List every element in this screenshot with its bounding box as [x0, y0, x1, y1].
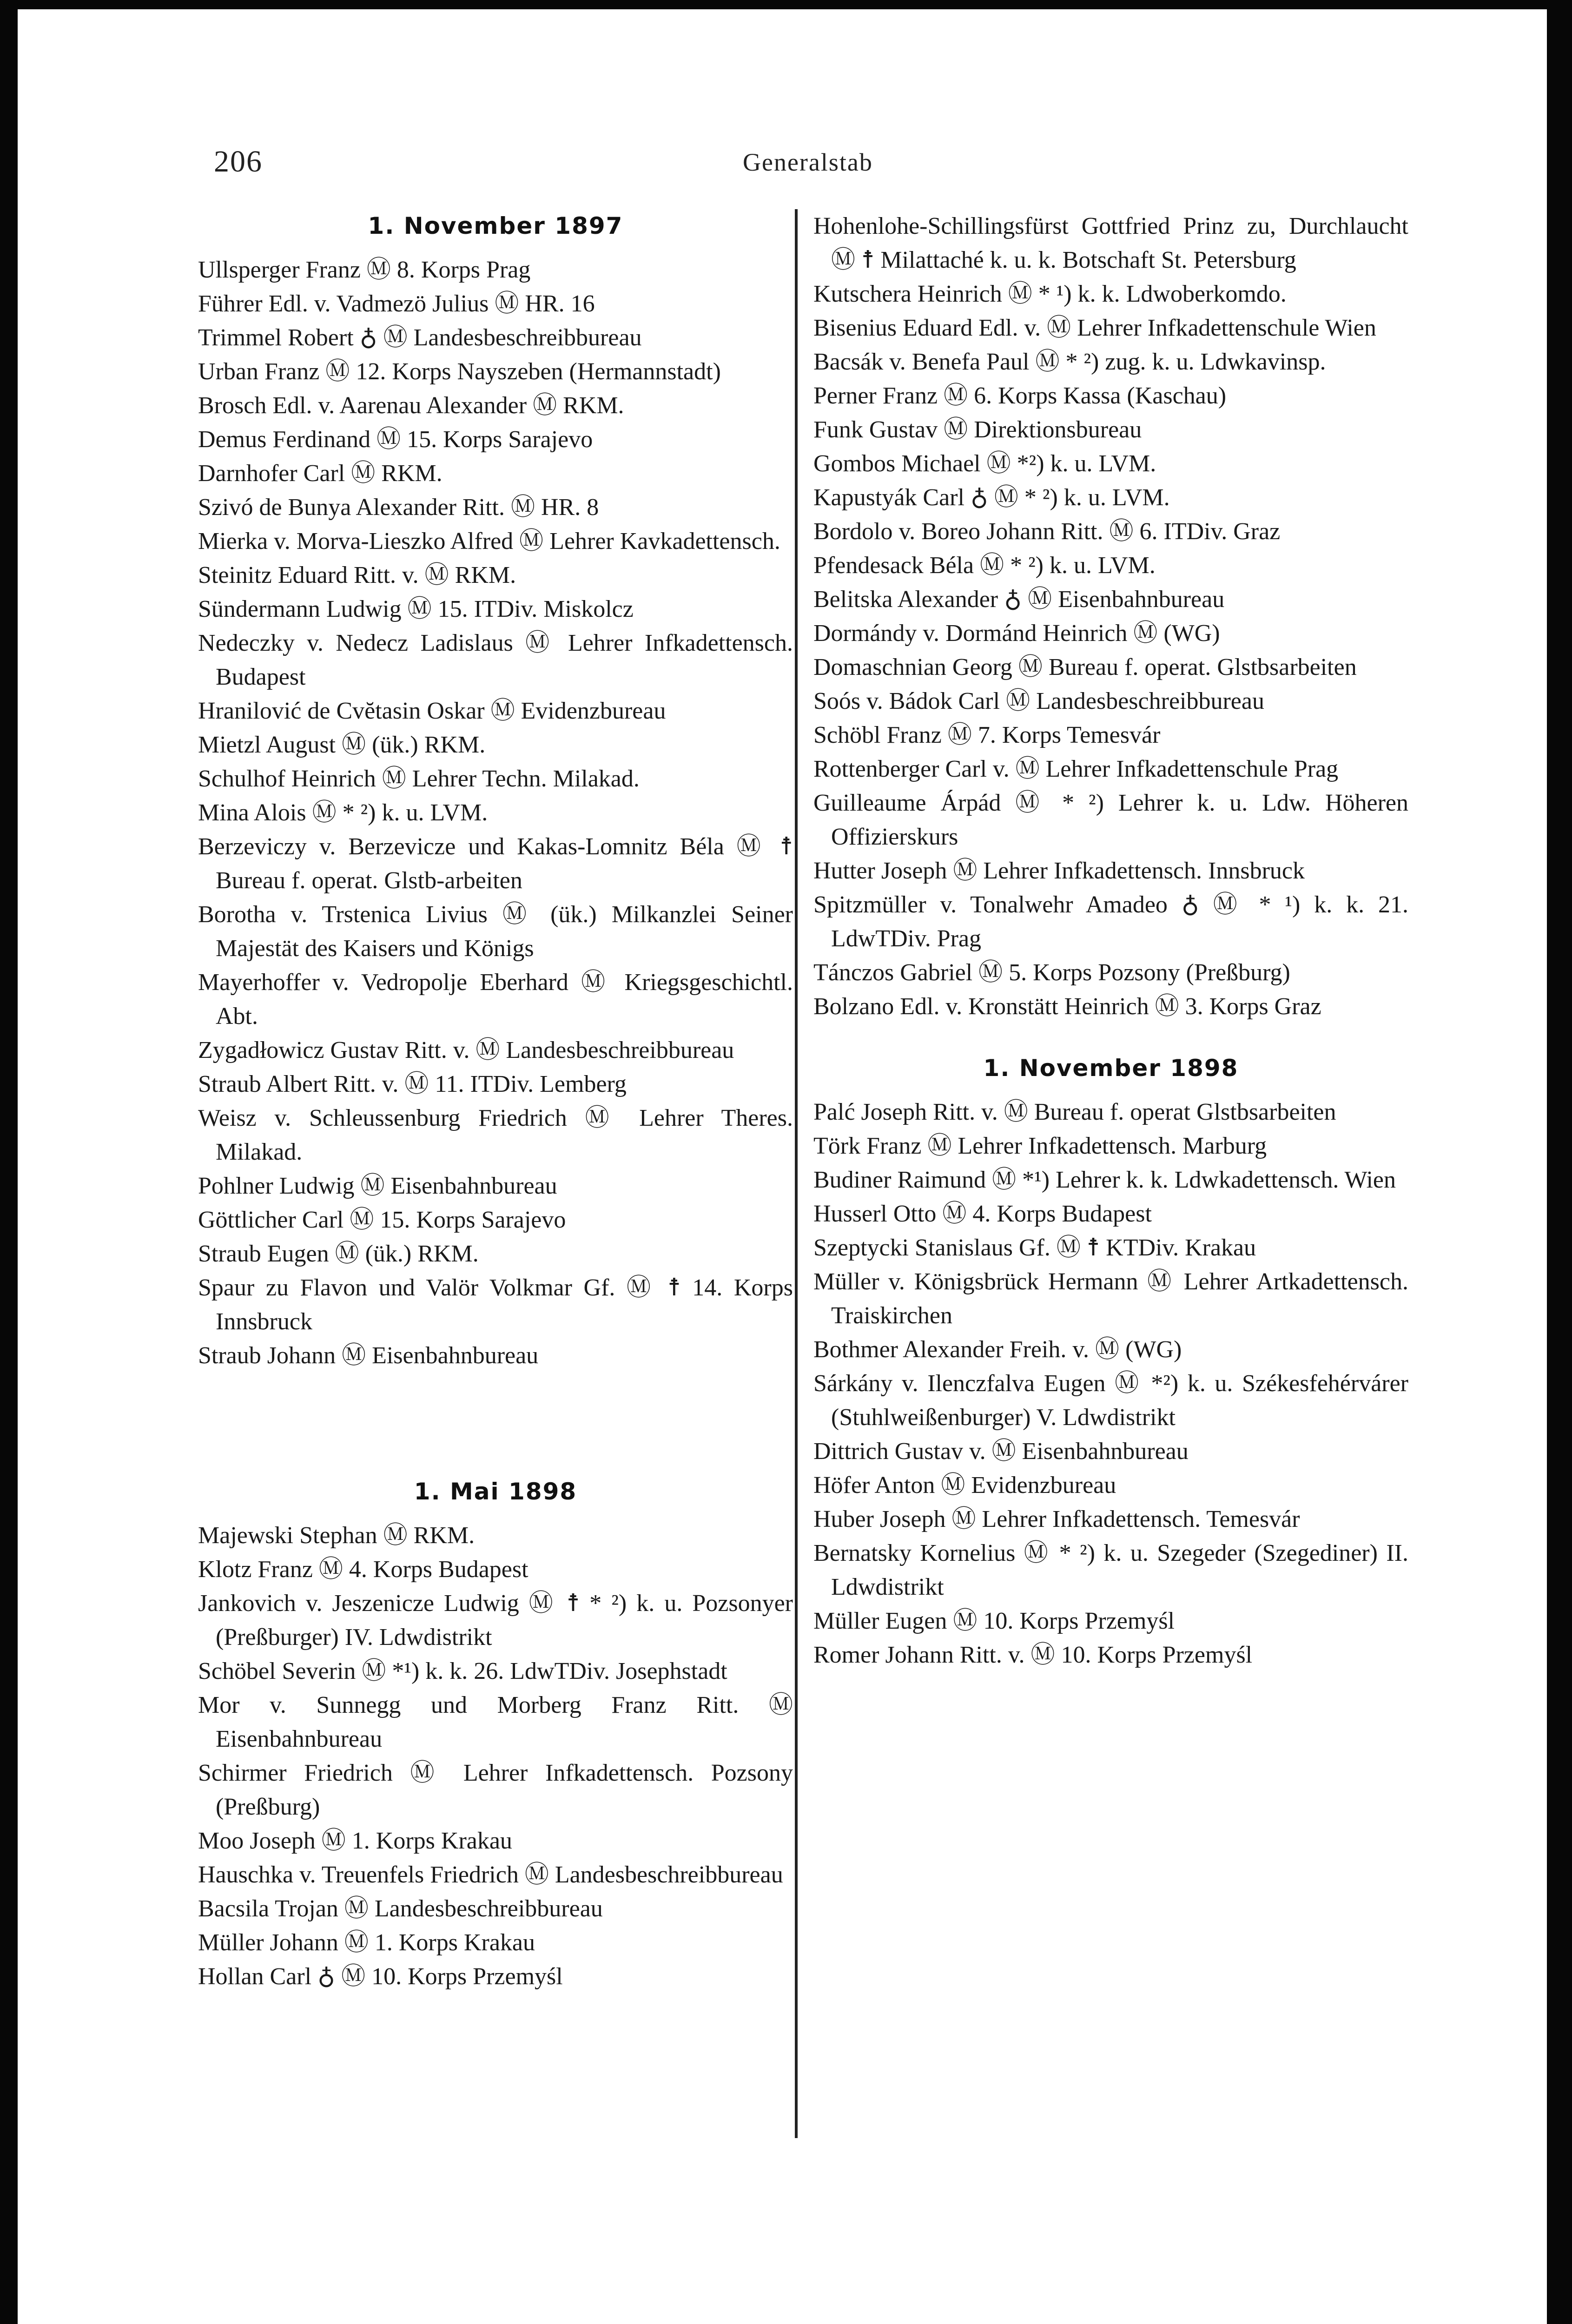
- entry: Mor v. Sunnegg und Morberg Franz Ritt. Ⓜ Eisenbahnbureau: [198, 1692, 793, 1752]
- entry: Palć Joseph Ritt. v. Ⓜ Bureau f. operat Glstbsarbeiten: [813, 1099, 1336, 1125]
- entry: Bernatsky Kornelius Ⓜ * ²) k. u. Szegeder (Szegediner) II. Ldwdistrikt: [813, 1540, 1408, 1600]
- entry: Husserl Otto Ⓜ 4. Korps Budapest: [813, 1201, 1152, 1227]
- entry: Trimmel Robert ♁ Ⓜ Landesbeschreibbureau: [198, 324, 642, 351]
- entry: Straub Eugen Ⓜ (ük.) RKM.: [198, 1241, 479, 1267]
- entry: Szeptycki Stanislaus Gf. Ⓜ ☨ KTDiv. Krakau: [813, 1235, 1256, 1261]
- entry: Perner Franz Ⓜ 6. Korps Kassa (Kaschau): [813, 383, 1227, 409]
- entry: Zygadłowicz Gustav Ritt. v. Ⓜ Landesbeschreibbureau: [198, 1037, 734, 1063]
- section-title-nov-1897: 1. November 1897: [368, 212, 623, 239]
- entry: Budiner Raimund Ⓜ *¹) Lehrer k. k. Ldwkadettensch. Wien: [813, 1167, 1396, 1193]
- entry: Funk Gustav Ⓜ Direktionsbureau: [813, 416, 1142, 443]
- entry: Romer Johann Ritt. v. Ⓜ 10. Korps Przemyśl: [813, 1642, 1253, 1668]
- entry: Urban Franz Ⓜ 12. Korps Nayszeben (Hermannstadt): [198, 358, 721, 385]
- entry: Gombos Michael Ⓜ *²) k. u. LVM.: [813, 450, 1156, 477]
- entry: Straub Albert Ritt. v. Ⓜ 11. ITDiv. Lemberg: [198, 1071, 627, 1097]
- entry: Soós v. Bádok Carl Ⓜ Landesbeschreibbureau: [813, 688, 1264, 714]
- entry: Kapustyák Carl ♁ Ⓜ * ²) k. u. LVM.: [813, 484, 1170, 511]
- entry: Nedeczky v. Nedecz Ladislaus Ⓜ Lehrer Infkadettensch. Budapest: [198, 630, 793, 690]
- entry: Mietzl August Ⓜ (ük.) RKM.: [198, 732, 486, 758]
- entry: Hutter Joseph Ⓜ Lehrer Infkadettensch. Innsbruck: [813, 858, 1305, 884]
- entry: Schöbel Severin Ⓜ *¹) k. k. 26. LdwTDiv. Josephstadt: [198, 1658, 727, 1684]
- section-title-nov-1898: 1. November 1898: [983, 1055, 1239, 1082]
- entry: Sündermann Ludwig Ⓜ 15. ITDiv. Miskolcz: [198, 596, 634, 622]
- document-page: [18, 9, 1547, 2324]
- entry: Darnhofer Carl Ⓜ RKM.: [198, 460, 443, 487]
- running-head: Generalstab: [743, 148, 873, 176]
- entry: Steinitz Eduard Ritt. v. Ⓜ RKM.: [198, 562, 516, 588]
- section-list-nov-1898: [813, 1095, 1408, 1672]
- entry: Müller Johann Ⓜ 1. Korps Krakau: [198, 1929, 535, 1956]
- entry: Sárkány v. Ilenczfalva Eugen Ⓜ *²) k. u. Székesfehérvárer (Stuhlweißenburger) V. Ldwdistrikt: [813, 1370, 1408, 1431]
- entry: Szivó de Bunya Alexander Ritt. Ⓜ HR. 8: [198, 494, 599, 521]
- entry: Pohlner Ludwig Ⓜ Eisenbahnbureau: [198, 1173, 557, 1199]
- entry: Hohenlohe-Schillingsfürst Gottfried Prinz zu, Durchlaucht Ⓜ ☨ Milattaché k. u. k. Botschaft St. Petersburg: [813, 213, 1408, 273]
- page-number: 206: [214, 145, 263, 178]
- entry: Schulhof Heinrich Ⓜ Lehrer Techn. Milakad.: [198, 766, 640, 792]
- entry: Borotha v. Trstenica Livius Ⓜ (ük.) Milkanzlei Seiner Majestät des Kaisers und Königs: [198, 901, 793, 962]
- entry: Mina Alois Ⓜ * ²) k. u. LVM.: [198, 799, 488, 826]
- entry: Guilleaume Árpád Ⓜ * ²) Lehrer k. u. Ldw. Höheren Offizierskurs: [813, 790, 1408, 850]
- section-list-mai-1898: [198, 1519, 793, 1994]
- entry: Rottenberger Carl v. Ⓜ Lehrer Infkadettenschule Prag: [813, 756, 1339, 782]
- entry: Jankovich v. Jeszenicze Ludwig Ⓜ ☨ * ²) k. u. Pozsonyer (Preßburger) IV. Ldwdistrikt: [198, 1590, 793, 1651]
- entry: Weisz v. Schleussenburg Friedrich Ⓜ Lehrer Theres. Milakad.: [198, 1105, 793, 1165]
- section-title-mai-1898: 1. Mai 1898: [414, 1478, 577, 1505]
- section-list-nov-1897: [198, 253, 793, 1373]
- entry: Tánczos Gabriel Ⓜ 5. Korps Pozsony (Preßburg): [813, 959, 1290, 986]
- entry: Domaschnian Georg Ⓜ Bureau f. operat. Glstbsarbeiten: [813, 654, 1357, 680]
- entry: Berzeviczy v. Berzevicze und Kakas-Lomnitz Béla Ⓜ ☨ Bureau f. operat. Glstb-arbeiten: [198, 833, 793, 894]
- entry: Mayerhoffer v. Vedropolje Eberhard Ⓜ Kriegsgeschichtl. Abt.: [198, 969, 793, 1030]
- entry: Brosch Edl. v. Aarenau Alexander Ⓜ RKM.: [198, 392, 624, 419]
- section-gap: [198, 1373, 793, 1475]
- entry: Belitska Alexander ♁ Ⓜ Eisenbahnbureau: [813, 586, 1225, 613]
- entry: Dittrich Gustav v. Ⓜ Eisenbahnbureau: [813, 1438, 1189, 1465]
- entry: Pfendesack Béla Ⓜ * ²) k. u. LVM.: [813, 552, 1156, 579]
- entry: Führer Edl. v. Vadmezö Julius Ⓜ HR. 16: [198, 290, 595, 317]
- entry: Spaur zu Flavon und Valör Volkmar Gf. Ⓜ ☨ 14. Korps Innsbruck: [198, 1274, 793, 1335]
- entry: Höfer Anton Ⓜ Evidenzbureau: [813, 1472, 1116, 1499]
- entry: Törk Franz Ⓜ Lehrer Infkadettensch. Marburg: [813, 1133, 1267, 1159]
- entry: Mierka v. Morva-Lieszko Alfred Ⓜ Lehrer Kavkadettensch.: [198, 528, 780, 555]
- entry: Göttlicher Carl Ⓜ 15. Korps Sarajevo: [198, 1207, 566, 1233]
- entry: Bothmer Alexander Freih. v. Ⓜ (WG): [813, 1336, 1182, 1363]
- entry: Majewski Stephan Ⓜ RKM.: [198, 1522, 475, 1549]
- entry: Schöbl Franz Ⓜ 7. Korps Temesvár: [813, 722, 1161, 748]
- entry: Bolzano Edl. v. Kronstätt Heinrich Ⓜ 3. Korps Graz: [813, 993, 1321, 1020]
- entry: Moo Joseph Ⓜ 1. Korps Krakau: [198, 1828, 512, 1854]
- page-header: [18, 144, 1547, 186]
- section-gap: [813, 1023, 1408, 1051]
- entry: Bordolo v. Boreo Johann Ritt. Ⓜ 6. ITDiv. Graz: [813, 518, 1281, 545]
- left-column: [198, 209, 793, 1994]
- entry: Straub Johann Ⓜ Eisenbahnbureau: [198, 1342, 539, 1369]
- entry: Bacsila Trojan Ⓜ Landesbeschreibbureau: [198, 1895, 603, 1922]
- entry: Hauschka v. Treuenfels Friedrich Ⓜ Landesbeschreibbureau: [198, 1862, 783, 1888]
- entry: Dormándy v. Dormánd Heinrich Ⓜ (WG): [813, 620, 1220, 647]
- entry: Demus Ferdinand Ⓜ 15. Korps Sarajevo: [198, 426, 593, 453]
- entry: Müller v. Königsbrück Hermann Ⓜ Lehrer Artkadettensch. Traiskirchen: [813, 1268, 1408, 1329]
- section-list-nov-1897-cont: [813, 209, 1408, 1023]
- entry: Huber Joseph Ⓜ Lehrer Infkadettensch. Temesvár: [813, 1506, 1300, 1532]
- entry: Klotz Franz Ⓜ 4. Korps Budapest: [198, 1556, 528, 1583]
- entry: Spitzmüller v. Tonalwehr Amadeo ♁ Ⓜ * ¹) k. k. 21. LdwTDiv. Prag: [813, 891, 1408, 952]
- entry: Ullsperger Franz Ⓜ 8. Korps Prag: [198, 257, 531, 283]
- entry: Kutschera Heinrich Ⓜ * ¹) k. k. Ldwoberkomdo.: [813, 281, 1287, 307]
- entry: Hranilović de Cvĕtasin Oskar Ⓜ Evidenzbureau: [198, 698, 666, 724]
- entry: Bisenius Eduard Edl. v. Ⓜ Lehrer Infkadettenschule Wien: [813, 315, 1376, 341]
- entry: Hollan Carl ♁ Ⓜ 10. Korps Przemyśl: [198, 1963, 563, 1990]
- right-column: [813, 209, 1408, 1672]
- column-divider: [795, 209, 798, 2138]
- entry: Schirmer Friedrich Ⓜ Lehrer Infkadettensch. Pozsony (Preßburg): [198, 1760, 793, 1820]
- entry: Bacsák v. Benefa Paul Ⓜ * ²) zug. k. u. Ldwkavinsp.: [813, 349, 1326, 375]
- entry: Müller Eugen Ⓜ 10. Korps Przemyśl: [813, 1608, 1175, 1634]
